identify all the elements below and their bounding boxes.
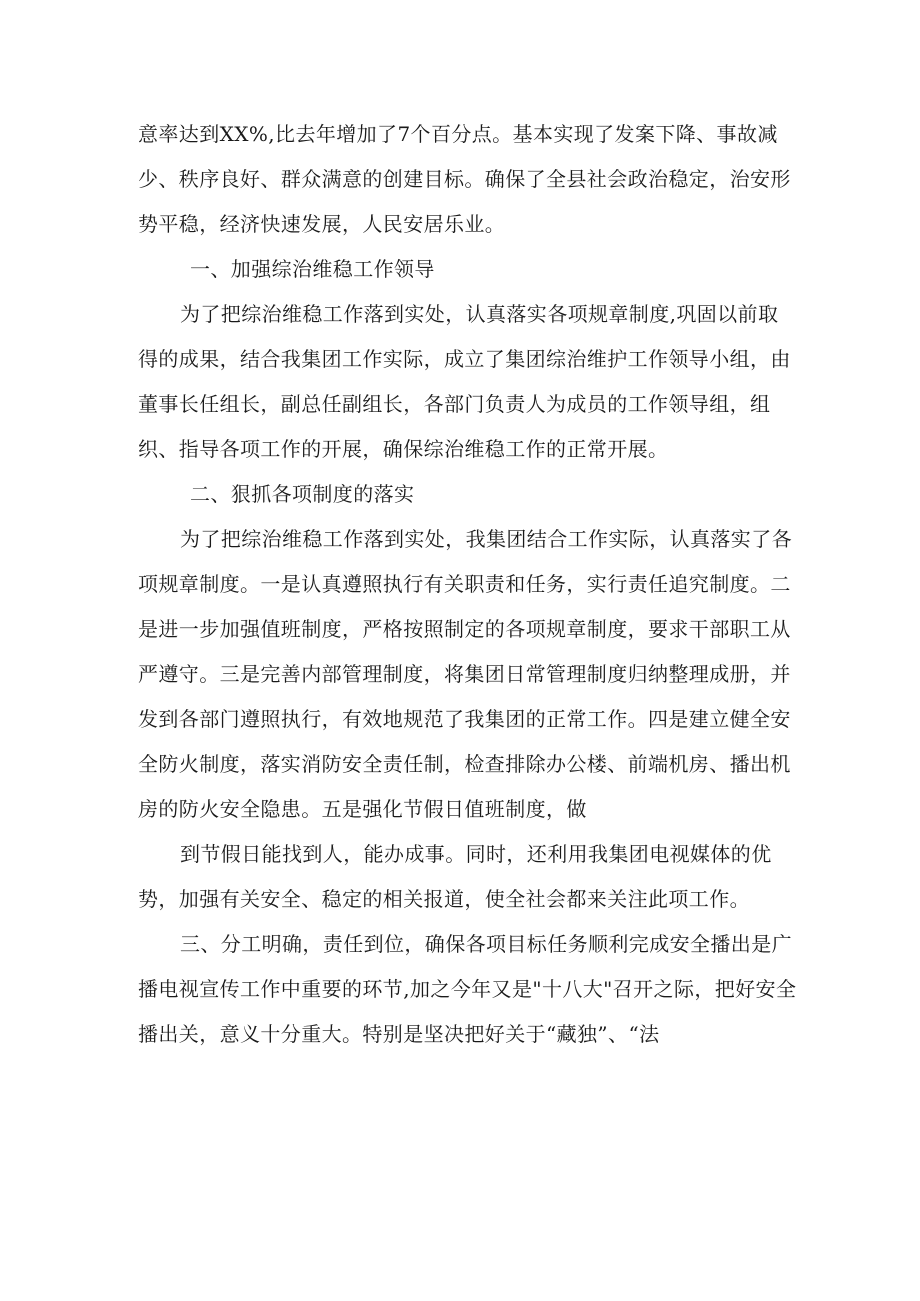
paragraph-section-two-continued: 到节假日能找到人，能办成事。同时，还利用我集团电视媒体的优势，加强有关安全、稳定的相关报道，使全社会都来关注此项工作。 <box>138 842 772 911</box>
paragraph-section-two: 为了把综治维稳工作落到实处，我集团结合工作实际，认真落实了各项规章制度。一是认真遵照执行有关职责和任务，实行责任追究制度。二是进一步加强值班制度，严格按照制定的各项规章制度，要求干部职工从严遵守。三是完善内部管理制度，将集团日常管理制度归纳整理成册，并发到各部门遵照执行，有效地规范了我集团的正常工作。四是建立健全安全防火制度，落实消防安全责任制，检查排除办公楼、前端机房、播出机房的防火安全隐患。五是强化节假日值班制度，做 <box>138 527 792 821</box>
paragraph-intro-continuation: 意率达到XX%,比去年增加了7个百分点。基本实现了发案下降、事故减少、秩序良好、群众满意的创建目标。确保了全县社会政治稳定，治安形势平稳，经济快速发展，人民安居乐业。 <box>138 122 791 236</box>
paragraph-section-three: 三、分工明确，责任到位，确保各项目标任务顺利完成安全播出是广播电视宣传工作中重要的环节,加之今年又是"十八大"召开之际，把好安全播出关，意义十分重大。特别是坚决把好关于“藏独”、“法 <box>138 932 797 1046</box>
section-heading-one: 一、加强综治维稳工作领导 <box>190 257 435 281</box>
document-body <box>138 112 798 1057</box>
paragraph-section-one: 为了把综治维稳工作落到实处，认真落实各项规章制度,巩固以前取得的成果，结合我集团工作实际，成立了集团综治维护工作领导小组，由董事长任组长，副总任副组长，各部门负责人为成员的工作领导组，组织、指导各项工作的开展，确保综治维稳工作的正常开展。 <box>138 302 791 461</box>
section-heading-two: 二、狠抓各项制度的落实 <box>190 482 415 506</box>
